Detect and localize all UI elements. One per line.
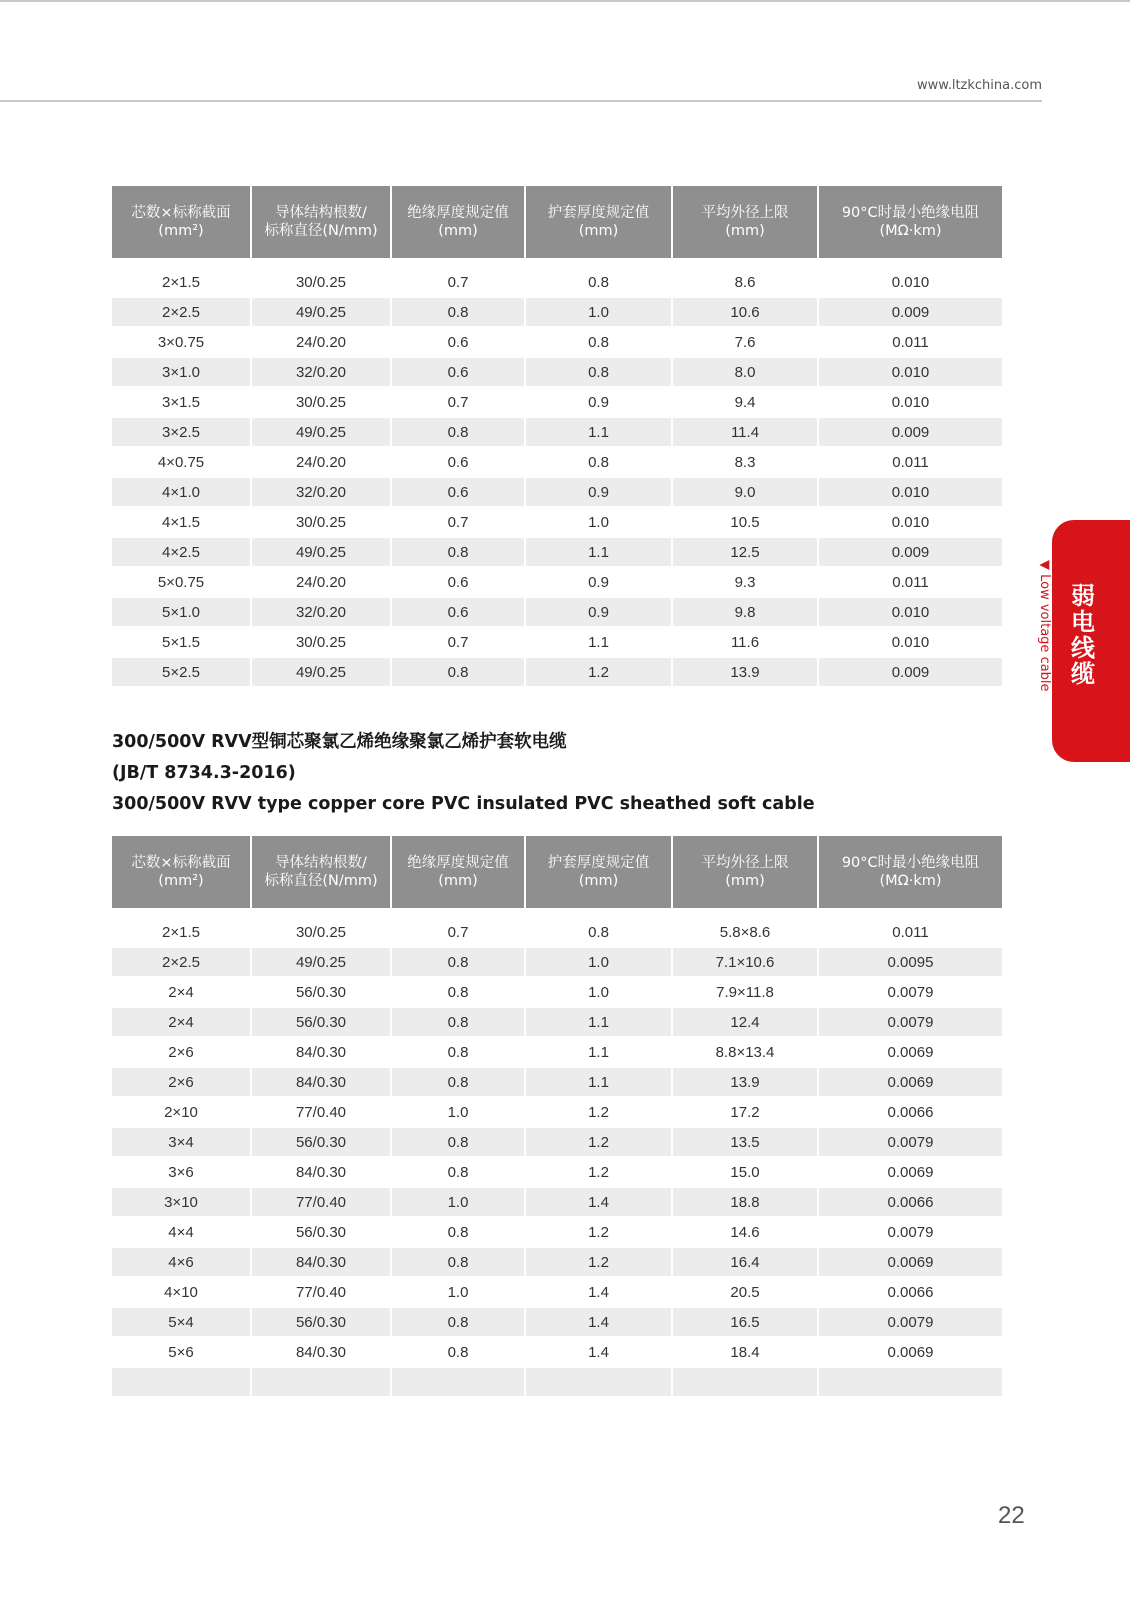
table-cell: 4×4 <box>112 1216 252 1246</box>
table-cell: 0.0079 <box>819 1216 1002 1246</box>
table-cell: 0.011 <box>819 916 1002 946</box>
table-cell: 0.011 <box>819 446 1002 476</box>
table-cell: 30/0.25 <box>252 626 392 656</box>
table-cell: 2×4 <box>112 1006 252 1036</box>
table-cell: 15.0 <box>673 1156 819 1186</box>
table-cell: 0.009 <box>819 416 1002 446</box>
table-header-row <box>112 186 1002 258</box>
table-cell: 30/0.25 <box>252 386 392 416</box>
table-cell: 2×1.5 <box>112 916 252 946</box>
table-body <box>112 258 1002 686</box>
table-cell: 0.8 <box>392 1066 526 1096</box>
table-cell: 16.5 <box>673 1306 819 1336</box>
table-cell: 3×2.5 <box>112 416 252 446</box>
table-cell: 1.0 <box>392 1096 526 1126</box>
table-cell: 4×10 <box>112 1276 252 1306</box>
table-cell: 8.6 <box>673 266 819 296</box>
table-cell: 0.0095 <box>819 946 1002 976</box>
table-row <box>112 1336 1002 1366</box>
table-cell: 5×0.75 <box>112 566 252 596</box>
table-cell: 3×10 <box>112 1186 252 1216</box>
table-cell: 2×2.5 <box>112 296 252 326</box>
table-row <box>112 1366 1002 1396</box>
table-cell: 2×6 <box>112 1066 252 1096</box>
table-cell: 1.0 <box>526 946 673 976</box>
table-cell: 1.1 <box>526 1066 673 1096</box>
col-header-cores: 芯数×标称截面 (mm²) <box>112 836 252 908</box>
table-cell: 0.8 <box>392 1156 526 1186</box>
table-header-row <box>112 836 1002 908</box>
table-cell: 14.6 <box>673 1216 819 1246</box>
table-cell: 1.1 <box>526 626 673 656</box>
table-cell: 0.9 <box>526 386 673 416</box>
table-cell: 7.6 <box>673 326 819 356</box>
table-cell <box>526 1366 673 1396</box>
table-cell: 5×1.5 <box>112 626 252 656</box>
table-cell: 49/0.25 <box>252 416 392 446</box>
table-cell: 0.6 <box>392 446 526 476</box>
table-cell: 0.0079 <box>819 1006 1002 1036</box>
table-cell: 1.1 <box>526 536 673 566</box>
table-cell: 0.6 <box>392 356 526 386</box>
table-row <box>112 1306 1002 1336</box>
table-cell: 56/0.30 <box>252 1306 392 1336</box>
col-header-insulation: 绝缘厚度规定值 (mm) <box>392 186 526 258</box>
table-cell: 0.8 <box>526 326 673 356</box>
table-cell: 0.0079 <box>819 976 1002 1006</box>
table-cell: 4×2.5 <box>112 536 252 566</box>
table-cell: 1.0 <box>392 1186 526 1216</box>
table-cell: 13.9 <box>673 1066 819 1096</box>
table-row <box>112 506 1002 536</box>
table-cell: 4×1.0 <box>112 476 252 506</box>
col-header-conductor: 导体结构根数/ 标称直径(N/mm) <box>252 836 392 908</box>
table-cell: 13.5 <box>673 1126 819 1156</box>
table-cell: 0.8 <box>392 1216 526 1246</box>
table-cell: 2×2.5 <box>112 946 252 976</box>
table-cell: 0.8 <box>392 656 526 686</box>
table-row <box>112 566 1002 596</box>
table-cell: 0.8 <box>392 946 526 976</box>
table-cell: 0.6 <box>392 596 526 626</box>
table-cell: 3×4 <box>112 1126 252 1156</box>
table-cell: 9.8 <box>673 596 819 626</box>
table-cell: 0.8 <box>392 1006 526 1036</box>
table-cell: 0.0066 <box>819 1276 1002 1306</box>
table-cell: 24/0.20 <box>252 326 392 356</box>
table-cell: 0.0069 <box>819 1156 1002 1186</box>
table-cell: 7.1×10.6 <box>673 946 819 976</box>
table-cell: 3×1.0 <box>112 356 252 386</box>
side-tab-cn-label: 弱 电 线 缆 <box>1071 582 1095 688</box>
table-cell: 77/0.40 <box>252 1186 392 1216</box>
table-cell: 1.2 <box>526 1096 673 1126</box>
table-cell: 0.011 <box>819 566 1002 596</box>
col-header-resistance: 90°C时最小绝缘电阻 (MΩ·km) <box>819 186 1002 258</box>
table-cell: 4×6 <box>112 1246 252 1276</box>
table-cell: 0.009 <box>819 296 1002 326</box>
table-row <box>112 296 1002 326</box>
table-cell: 0.7 <box>392 626 526 656</box>
table-cell: 1.0 <box>392 1276 526 1306</box>
table-cell <box>819 1366 1002 1396</box>
table-cell: 0.9 <box>526 476 673 506</box>
col-header-sheath: 护套厚度规定值 (mm) <box>526 836 673 908</box>
table-cell: 3×1.5 <box>112 386 252 416</box>
table-row <box>112 1156 1002 1186</box>
table-cell: 0.009 <box>819 656 1002 686</box>
table-row <box>112 626 1002 656</box>
table-cell: 0.7 <box>392 386 526 416</box>
table-cell: 30/0.25 <box>252 916 392 946</box>
table-cell: 1.4 <box>526 1336 673 1366</box>
table-row <box>112 476 1002 506</box>
col-header-conductor: 导体结构根数/ 标称直径(N/mm) <box>252 186 392 258</box>
table-cell: 5×2.5 <box>112 656 252 686</box>
table-cell: 0.010 <box>819 506 1002 536</box>
table-cell: 24/0.20 <box>252 446 392 476</box>
table-row <box>112 386 1002 416</box>
table-cell: 32/0.20 <box>252 356 392 386</box>
table-cell: 0.0066 <box>819 1186 1002 1216</box>
table-cell: 1.1 <box>526 416 673 446</box>
table-cell: 0.8 <box>526 916 673 946</box>
table-cell: 77/0.40 <box>252 1276 392 1306</box>
table-row <box>112 536 1002 566</box>
table-row <box>112 946 1002 976</box>
table-cell: 17.2 <box>673 1096 819 1126</box>
table-row <box>112 1216 1002 1246</box>
table-cell: 1.2 <box>526 1126 673 1156</box>
table-cell: 8.0 <box>673 356 819 386</box>
table-cell: 0.7 <box>392 506 526 536</box>
section-standard: (JB/T 8734.3-2016) <box>112 763 296 783</box>
table-cell: 84/0.30 <box>252 1066 392 1096</box>
table-cell: 0.7 <box>392 916 526 946</box>
table-cell: 0.7 <box>392 266 526 296</box>
table-cell: 0.010 <box>819 266 1002 296</box>
table-cell: 2×6 <box>112 1036 252 1066</box>
table-row <box>112 1246 1002 1276</box>
table-cell: 1.4 <box>526 1186 673 1216</box>
table-cell: 1.0 <box>526 506 673 536</box>
table-cell: 1.4 <box>526 1306 673 1336</box>
table-row <box>112 416 1002 446</box>
table-cell: 0.9 <box>526 566 673 596</box>
col-header-insulation: 绝缘厚度规定值 (mm) <box>392 836 526 908</box>
section-title-cn: 300/500V RVV型铜芯聚氯乙烯绝缘聚氯乙烯护套软电缆 <box>112 732 567 752</box>
table-row <box>112 1066 1002 1096</box>
table-row <box>112 356 1002 386</box>
table-cell: 0.010 <box>819 356 1002 386</box>
table-cell: 0.8 <box>392 536 526 566</box>
table-cell: 7.9×11.8 <box>673 976 819 1006</box>
table-cell: 4×1.5 <box>112 506 252 536</box>
table-cell: 1.2 <box>526 1156 673 1186</box>
table-cell: 49/0.25 <box>252 536 392 566</box>
table-row <box>112 656 1002 686</box>
table-cell: 49/0.25 <box>252 656 392 686</box>
table-cell: 0.9 <box>526 596 673 626</box>
table-cell: 0.8 <box>392 416 526 446</box>
table-cell: 11.4 <box>673 416 819 446</box>
table-body <box>112 908 1002 1396</box>
table-cell: 11.6 <box>673 626 819 656</box>
table-cell: 0.8 <box>392 296 526 326</box>
table-cell: 0.8 <box>392 1336 526 1366</box>
table-cell: 1.0 <box>526 296 673 326</box>
table-cell: 0.6 <box>392 566 526 596</box>
table-spacer-row <box>112 258 1002 266</box>
table-cell: 30/0.25 <box>252 506 392 536</box>
table-cell: 0.6 <box>392 476 526 506</box>
table-cell: 0.8 <box>392 1126 526 1156</box>
table-cell: 0.009 <box>819 536 1002 566</box>
table-cell: 5×1.0 <box>112 596 252 626</box>
spec-table-2 <box>112 836 1002 1396</box>
table-cell: 12.4 <box>673 1006 819 1036</box>
table-row <box>112 1186 1002 1216</box>
table-cell: 0.8 <box>526 266 673 296</box>
table-cell: 0.8 <box>526 356 673 386</box>
table-cell: 12.5 <box>673 536 819 566</box>
table-cell: 0.8 <box>392 1036 526 1066</box>
col-header-resistance: 90°C时最小绝缘电阻 (MΩ·km) <box>819 836 1002 908</box>
table-cell: 8.3 <box>673 446 819 476</box>
table-cell: 0.010 <box>819 476 1002 506</box>
section-title-en: 300/500V RVV type copper core PVC insulated PVC sheathed soft cable <box>112 794 815 814</box>
section-title <box>112 727 815 820</box>
table-cell <box>673 1366 819 1396</box>
table-cell <box>112 1366 252 1396</box>
table-cell: 56/0.30 <box>252 1216 392 1246</box>
table-cell: 84/0.30 <box>252 1246 392 1276</box>
table-cell: 30/0.25 <box>252 266 392 296</box>
table-cell: 0.8 <box>392 1306 526 1336</box>
table-cell: 2×1.5 <box>112 266 252 296</box>
website-url: www.ltzkchina.com <box>917 78 1042 93</box>
table-cell: 2×10 <box>112 1096 252 1126</box>
table-cell: 0.010 <box>819 626 1002 656</box>
table-cell: 10.5 <box>673 506 819 536</box>
table-cell: 84/0.30 <box>252 1036 392 1066</box>
table-cell: 77/0.40 <box>252 1096 392 1126</box>
table-cell: 13.9 <box>673 656 819 686</box>
table-cell: 0.0066 <box>819 1096 1002 1126</box>
table-cell: 0.0069 <box>819 1036 1002 1066</box>
table-row <box>112 1126 1002 1156</box>
table-cell: 0.011 <box>819 326 1002 356</box>
table-cell: 10.6 <box>673 296 819 326</box>
side-tab-en-label: ▼ Low voltage cable <box>1037 560 1052 692</box>
table-cell: 3×6 <box>112 1156 252 1186</box>
col-header-sheath: 护套厚度规定值 (mm) <box>526 186 673 258</box>
col-header-cores: 芯数×标称截面 (mm²) <box>112 186 252 258</box>
table-row <box>112 266 1002 296</box>
table-cell: 1.1 <box>526 1006 673 1036</box>
table-cell: 9.4 <box>673 386 819 416</box>
table-cell: 32/0.20 <box>252 476 392 506</box>
table-row <box>112 446 1002 476</box>
table-cell: 1.2 <box>526 1216 673 1246</box>
table-spacer-row <box>112 908 1002 916</box>
table-cell: 16.4 <box>673 1246 819 1276</box>
table-cell: 0.010 <box>819 386 1002 416</box>
table-row <box>112 1006 1002 1036</box>
table-cell: 1.2 <box>526 656 673 686</box>
table-cell: 56/0.30 <box>252 1006 392 1036</box>
col-header-diameter: 平均外径上限 (mm) <box>673 836 819 908</box>
page-number: 22 <box>998 1502 1025 1529</box>
table-cell: 0.8 <box>392 1246 526 1276</box>
table-cell: 56/0.30 <box>252 976 392 1006</box>
table-cell: 0.0069 <box>819 1336 1002 1366</box>
table-cell: 49/0.25 <box>252 946 392 976</box>
top-rule <box>0 0 1130 2</box>
table-cell: 32/0.20 <box>252 596 392 626</box>
table-cell: 5×4 <box>112 1306 252 1336</box>
table-cell: 0.8 <box>526 446 673 476</box>
table-cell: 84/0.30 <box>252 1336 392 1366</box>
table-cell <box>392 1366 526 1396</box>
header-rule <box>0 100 1042 102</box>
table-cell: 0.0079 <box>819 1306 1002 1336</box>
table-cell: 1.2 <box>526 1246 673 1276</box>
table-cell: 1.1 <box>526 1036 673 1066</box>
table-row <box>112 976 1002 1006</box>
table-cell: 56/0.30 <box>252 1126 392 1156</box>
table-cell: 24/0.20 <box>252 566 392 596</box>
table-row <box>112 1276 1002 1306</box>
table-cell: 5×6 <box>112 1336 252 1366</box>
spec-table-1 <box>112 186 1002 686</box>
table-cell: 0.6 <box>392 326 526 356</box>
table-cell: 0.0079 <box>819 1126 1002 1156</box>
table-cell: 4×0.75 <box>112 446 252 476</box>
table-row <box>112 596 1002 626</box>
col-header-diameter: 平均外径上限 (mm) <box>673 186 819 258</box>
table-cell: 0.8 <box>392 976 526 1006</box>
table-cell: 8.8×13.4 <box>673 1036 819 1066</box>
table-cell: 1.0 <box>526 976 673 1006</box>
table-row <box>112 1036 1002 1066</box>
table-cell: 18.8 <box>673 1186 819 1216</box>
table-cell: 5.8×8.6 <box>673 916 819 946</box>
table-cell <box>252 1366 392 1396</box>
table-row <box>112 916 1002 946</box>
table-cell: 2×4 <box>112 976 252 1006</box>
table-cell: 3×0.75 <box>112 326 252 356</box>
table-cell: 9.0 <box>673 476 819 506</box>
table-cell: 0.010 <box>819 596 1002 626</box>
table-cell: 84/0.30 <box>252 1156 392 1186</box>
table-cell: 0.0069 <box>819 1246 1002 1276</box>
table-cell: 20.5 <box>673 1276 819 1306</box>
table-row <box>112 1096 1002 1126</box>
table-cell: 49/0.25 <box>252 296 392 326</box>
table-cell: 9.3 <box>673 566 819 596</box>
table-row <box>112 326 1002 356</box>
table-cell: 0.0069 <box>819 1066 1002 1096</box>
table-cell: 18.4 <box>673 1336 819 1366</box>
table-cell: 1.4 <box>526 1276 673 1306</box>
